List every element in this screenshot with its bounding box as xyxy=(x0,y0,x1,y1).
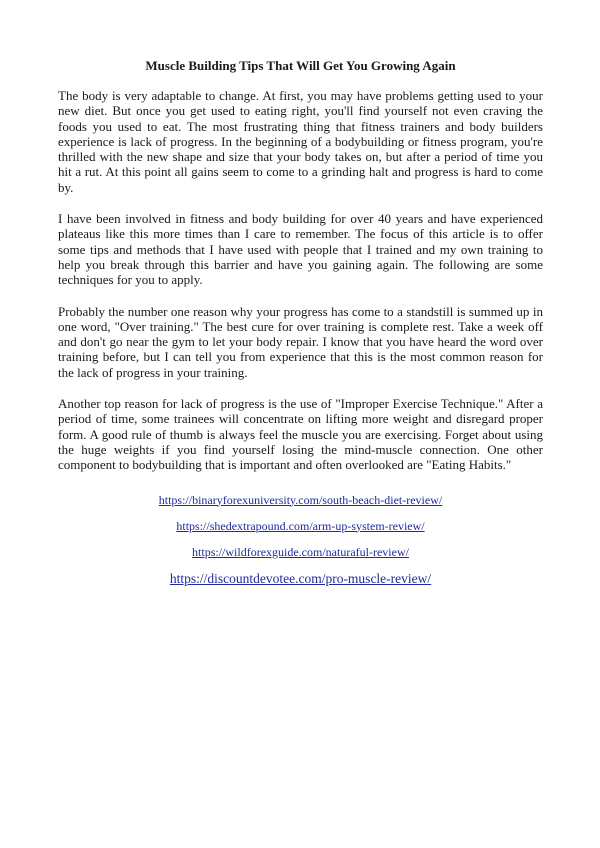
link-naturaful-review[interactable]: https://wildforexguide.com/naturaful-review/ xyxy=(192,544,409,559)
link-pro-muscle-review[interactable]: https://discountdevotee.com/pro-muscle-review/ xyxy=(169,570,432,586)
link-south-beach-diet-review[interactable]: https://binaryforexuniversity.com/south-beach-diet-review/ xyxy=(158,492,443,507)
paragraph-exercise-technique: Another top reason for lack of progress is the use of "Improper Exercise Technique." After a period of time, some trainees will concentrate on lifting more weight and disregard proper form. A good rule of thumb is always feel the muscle you are exercising. Forget about using the huge weights if you find yourself losing the mind-muscle connection. One other component to bodybuilding that is important and often overlooked are "Eating Habits." xyxy=(58,396,543,473)
link-arm-up-system-review[interactable]: https://shedextrapound.com/arm-up-system-review/ xyxy=(176,518,425,533)
paragraph-over-training: Probably the number one reason why your progress has come to a standstill is summed up in one word, "Over training." The best cure for over training is complete rest. Take a week off and don't go near the gym to let your body repair. I know that you have heard the word over training before, but I can tell you from experience that this is the most common reason for the lack of progress in your training. xyxy=(58,303,543,380)
paragraph-experience: I have been involved in fitness and body building for over 40 years and have experienced plateaus like this more times than I care to remember. The focus of this article is to offer some tips and methods that I have used with people that I trained and my own training to help you break through this barrier and have you gaining again. The following are some techniques for you to apply. xyxy=(58,211,543,288)
document-page xyxy=(58,0,543,587)
document-title: Muscle Building Tips That Will Get You Growing Again xyxy=(145,58,456,73)
paragraph-intro: The body is very adaptable to change. At first, you may have problems getting used to your new diet. But once you get used to eating right, you'll find yourself not even craving the foods you used to eat. The most frustrating thing that fitness trainers and body builders experience is lack of progress. In the beginning of a bodybuilding or fitness program, you're thrilled with the new shape and size that your body takes on, but after a period of time you hit a rut. At this point all gains seem to come to a grinding halt and progress is hard to come by. xyxy=(58,88,543,195)
link-list xyxy=(58,493,543,587)
